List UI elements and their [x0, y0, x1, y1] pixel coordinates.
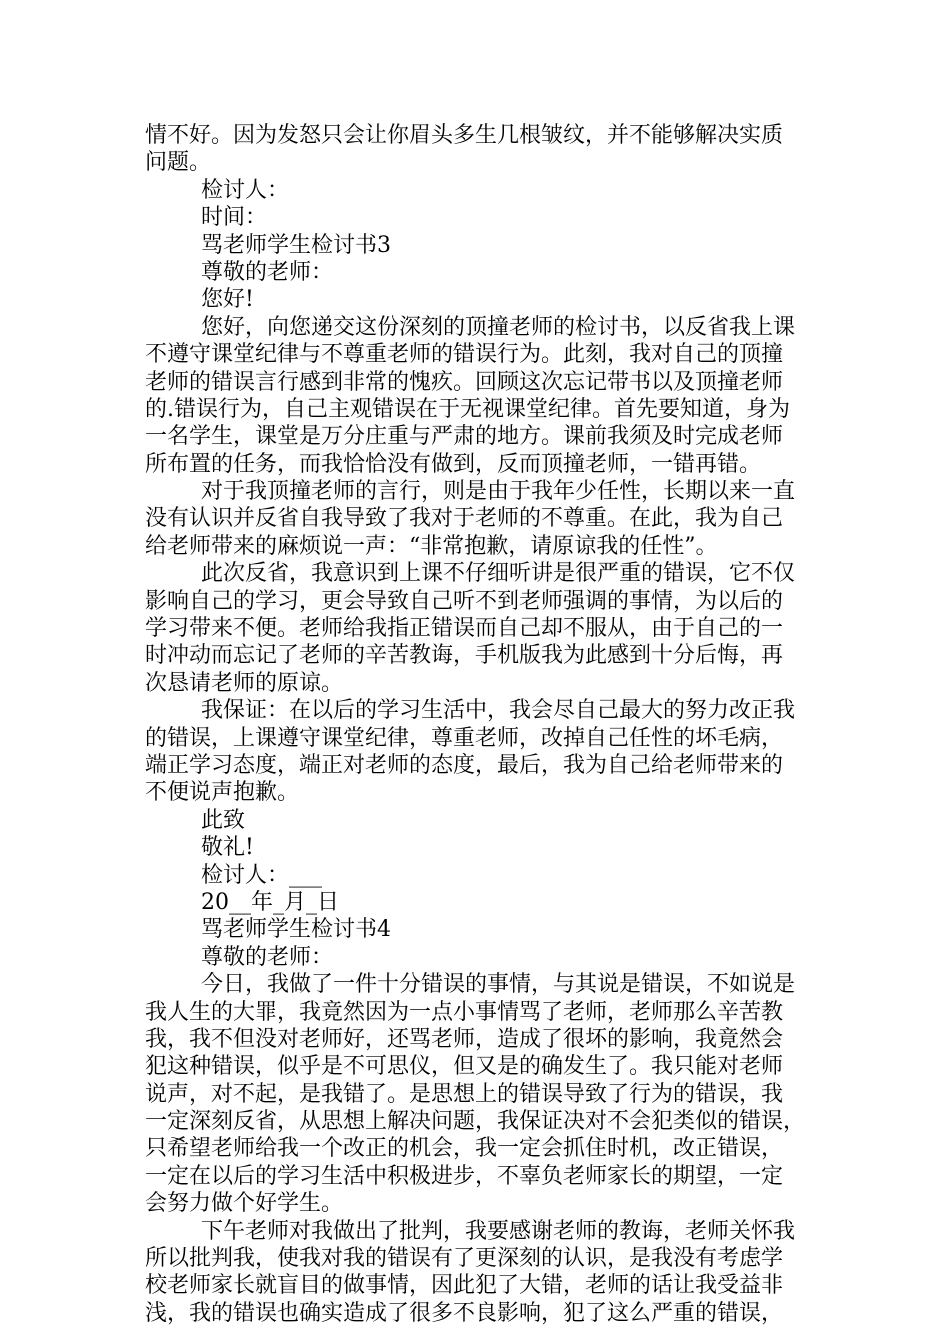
text-line: 此次反省，我意识到上课不仔细听讲是很严重的错误，它不仅: [201, 561, 796, 587]
text-line: 不遵守课堂纪律与不尊重老师的错误行为。此刻，我对自己的顶撞: [145, 342, 784, 368]
text-line: 给老师带来的麻烦说一声：“非常抱歉，请原谅我的任性”。: [145, 533, 718, 559]
text-line: 您好，向您递交这份深刻的顶撞老师的检讨书，以反省我上课: [201, 314, 796, 340]
text-line: 一定在以后的学习生活中积极进步，不辜负老师家长的期望，一定: [145, 1163, 784, 1189]
document-body: [145, 122, 817, 1327]
text-line: 浅，我的错误也确实造成了很多不良影响，犯了这么严重的错误，: [145, 1300, 784, 1326]
text-line: 所布置的任务，而我恰恰没有做到，反而顶撞老师，一错再错。: [145, 451, 762, 477]
text-line: 您好!: [201, 287, 254, 313]
text-line: 尊敬的老师：: [201, 259, 334, 285]
text-line: 的错误，上课遵守课堂纪律，尊重老师，改掉自己任性的坏毛病，: [145, 725, 784, 751]
text-line: 我保证：在以后的学习生活中，我会尽自己最大的努力改正我: [201, 698, 796, 724]
text-line: 敬礼!: [201, 835, 254, 861]
text-line: 只希望老师给我一个改正的机会，我一定会抓住时机，改正错误，: [145, 1136, 784, 1162]
text-line: 没有认识并反省自我导致了我对于老师的不尊重。在此，我为自己: [145, 506, 784, 532]
text-line: 20__年_月_日: [201, 889, 339, 915]
text-line: 我，我不但没对老师好，还骂老师，造成了很坏的影响，我竟然会: [145, 1026, 784, 1052]
text-line: 一名学生，课堂是万分庄重与严肃的地方。课前我须及时完成老师: [145, 424, 784, 450]
text-line: 时冲动而忘记了老师的辛苦教诲，手机版我为此感到十分后悔，再: [145, 643, 784, 669]
text-line: 老师的错误言行感到非常的愧疚。回顾这次忘记带书以及顶撞老师: [145, 369, 784, 395]
text-line: 校老师家长就盲目的做事情，因此犯了大错，老师的话让我受益非: [145, 1273, 784, 1299]
text-line: 说声，对不起，是我错了。是思想上的错误导致了行为的错误，我: [145, 1081, 784, 1107]
text-line: 时间：: [201, 205, 268, 231]
text-line: 情不好。因为发怒只会让你眉头多生几根皱纹，并不能够解决实质: [145, 123, 784, 148]
text-line: 学习带来不便。老师给我指正错误而自己却不服从，由于自己的一: [145, 616, 784, 642]
text-line: 问题。: [145, 150, 212, 176]
text-line: 次恳请老师的原谅。: [145, 670, 344, 696]
text-line: 检讨人：: [201, 177, 290, 203]
text-line: 的.错误行为，自己主观错误在于无视课堂纪律。首先要知道，身为: [145, 396, 790, 422]
text-line: 我人生的大罪，我竟然因为一点小事情骂了老师，老师那么辛苦教: [145, 999, 784, 1025]
text-line: 下午老师对我做出了批判，我要感谢老师的教诲，老师关怀我: [201, 1218, 796, 1244]
text-line: 一定深刻反省，从思想上解决问题，我保证决对不会犯类似的错误，: [145, 1109, 806, 1135]
text-line: 犯这种错误，似乎是不可思仪，但又是的确发生了。我只能对老师: [145, 1054, 784, 1080]
text-line: 今日，我做了一件十分错误的事情，与其说是错误，不如说是: [201, 972, 796, 998]
text-line: 不便说声抱歉。: [145, 780, 300, 806]
text-line: 会努力做个好学生。: [145, 1191, 344, 1217]
text-line: 对于我顶撞老师的言行，则是由于我年少任性，长期以来一直: [201, 479, 796, 505]
text-line: 所以批判我，使我对我的错误有了更深刻的认识，是我没有考虑学: [145, 1246, 784, 1272]
text-line: 此致: [201, 807, 246, 833]
text-line: 骂老师学生检讨书3: [201, 232, 391, 258]
text-line: 端正学习态度，端正对老师的态度，最后，我为自己给老师带来的: [145, 752, 784, 778]
text-line: 尊敬的老师：: [201, 944, 334, 970]
text-line: 骂老师学生检讨书4: [201, 917, 391, 943]
text-line: 检讨人：___: [201, 862, 323, 888]
text-line: 影响自己的学习，更会导致自己听不到老师强调的事情，为以后的: [145, 588, 784, 614]
